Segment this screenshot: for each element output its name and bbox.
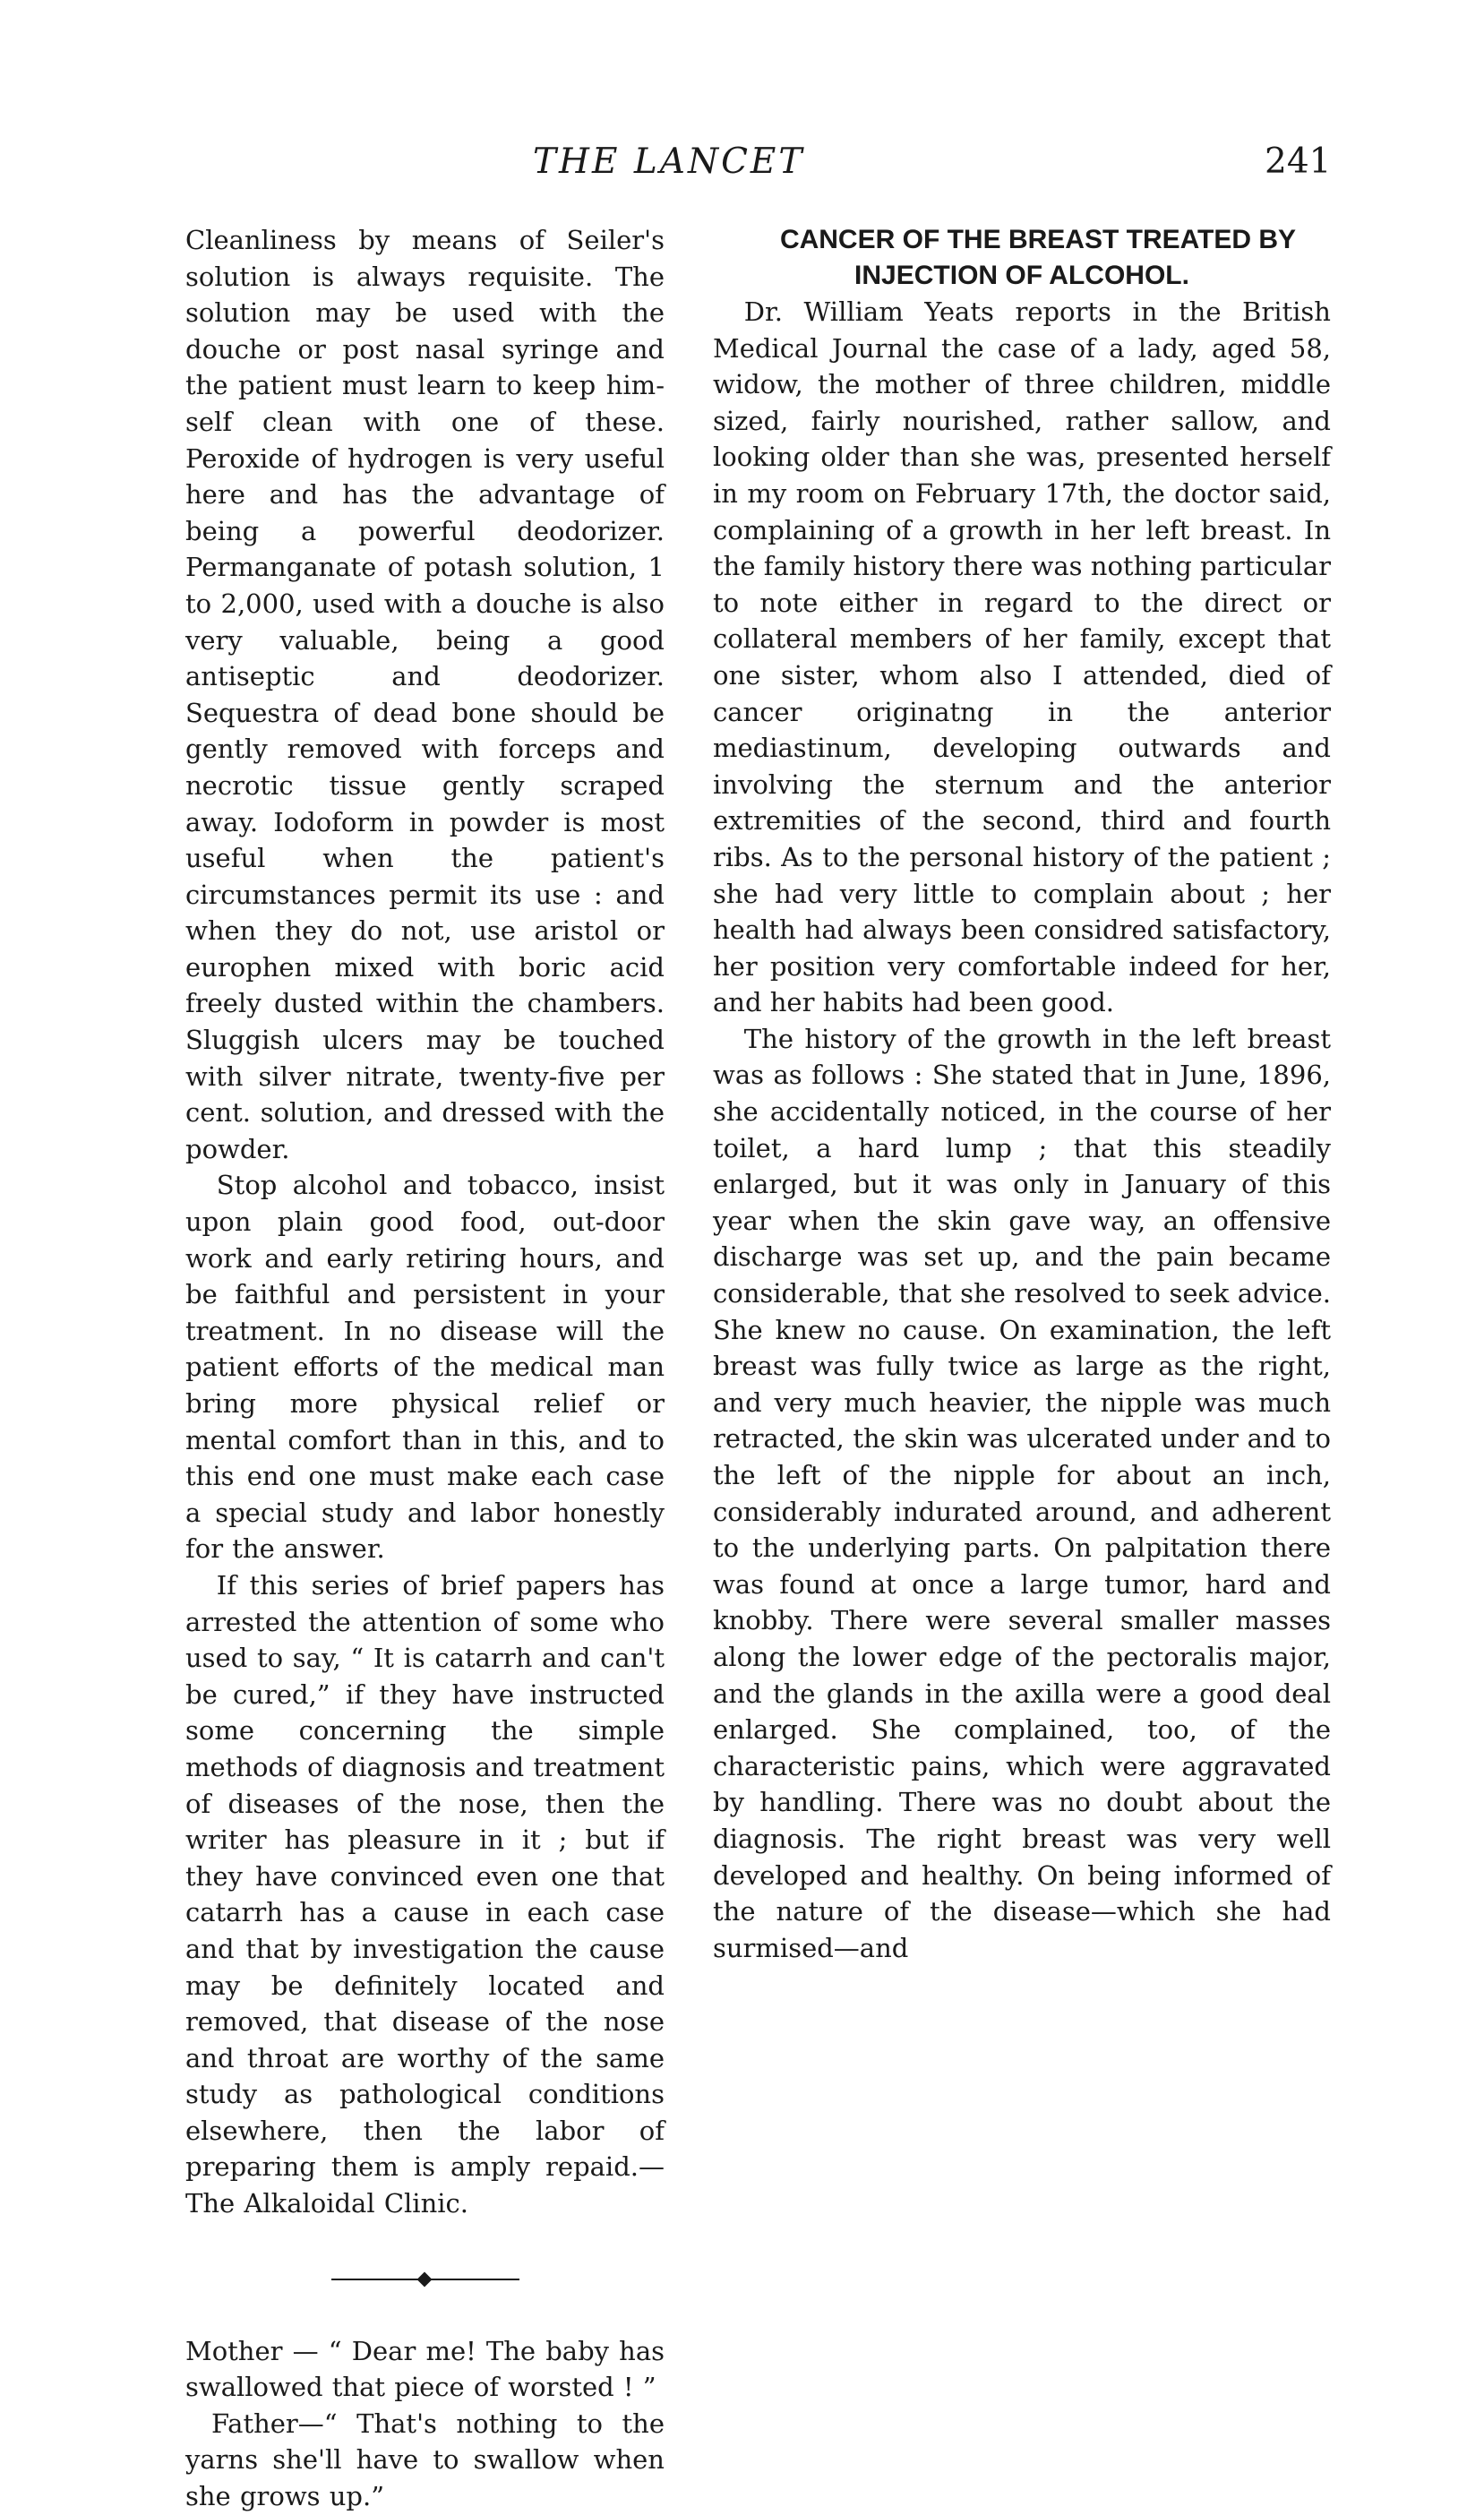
paragraph: Stop alcohol and tobacco, insist upon plain good food, out-door work and early retiring hours, and be faithful and persistent in your treatment. In no disease will the patient efforts of the medical man bring more physical relief or mental comfort than in this, and to this end one must make each case a special study and labor honestly for the answer. bbox=[185, 1170, 665, 1565]
right-column bbox=[713, 222, 1331, 1966]
anecdote-line: Mother — “ Dear me! The baby has swallowed that piece of worsted ! ” bbox=[185, 2335, 665, 2403]
section-divider bbox=[331, 2270, 519, 2288]
paragraph: If this series of brief papers has arrested the attention of some who used to say, “ It is catarrh and can't be cured,” if they have instructed some concerning the simple methods of diagnosis and treatment of diseases of the nose, then the writer has pleasure in it ; but if they have convinced even one that catarrh has a cause in each case and that by investigation the cause may be definitely located and removed, that disease of the nose and throat are worthy of the same study as pathological conditions elsewhere, then the labor of preparing them is amply repaid.—The Alkaloidal Clinic. bbox=[185, 1569, 665, 2219]
article-headline: CANCER OF THE BREAST TREATED BY INJECTION OF ALCOHOL. bbox=[779, 225, 1297, 290]
left-column bbox=[185, 222, 665, 2515]
paragraph: The history of the growth in the left breast was as follows : She stated that in June, 1896, she accidentally noticed, in the course of her toilet, a hard lump ; that this steadily enlarged, but it was only in January of this year when the skin gave way, an offensive discharge was set up, and the pain became considerable, that she resolved to seek advice. She knew no cause. On examination, the left breast was fully twice as large as the right, and very much heavier, the nipple was much retracted, the skin was ulcerated under and to the left of the nipple for about an inch, considerably indurated around, and adherent to the underlying parts. On palpitation there was found at once a large tumor, hard and knobby. There were several smaller masses along the lower edge of the pectoralis major, and the glands in the axilla were a good deal enlarged. She complained, too, of the characteristic pains, which were aggravated by handling. There was no doubt about the diagnosis. The right breast was very well developed and healthy. On being informed of the nature of the disease—which she had surmised—and bbox=[713, 1023, 1331, 1963]
anecdote-line: Father—“ That's nothing to the yarns she'll have to swallow when she grows up.” bbox=[185, 2408, 665, 2512]
filler-anecdote bbox=[185, 2333, 665, 2515]
page-header bbox=[0, 142, 1484, 195]
paragraph: Cleanliness by means of Seiler's solution is always requisite. The solution may be used with the douche or post nasal syringe and the patient must learn to keep himself clean with one of these. Peroxide of hydrogen is very useful here and has the advantage of being a powerful deodorizer. Permanganate of potash solution, 1 to 2,000, used with a douche is also very valuable, being a good antiseptic and deodorizer. Sequestra of dead bone should be gently removed with forceps and necrotic tissue gently scraped away. Iodoform in powder is most useful when the patient's circumstances permit its use : and when they do not, use aristol or europhen mixed with boric acid freely dusted within the chambers. Sluggish ulcers may be touched with silver nitrate, twenty-five per cent. solution, and dressed with the powder. bbox=[185, 225, 665, 1164]
running-title: THE LANCET bbox=[533, 142, 805, 182]
paragraph: Dr. William Yeats reports in the British Medical Journal the case of a lady, aged 58, widow, the mother of three children, middle sized, fairly nourished, rather sallow, and looking older than she was, presented herself in my room on February 17th, the doctor said, complaining of a growth in her left breast. In the family history there was nothing particular to note either in regard to the direct or collateral members of her family, except that one sister, whom also I attended, died of cancer originatng in the anterior mediastinum, developing outwards and involving the sternum and the anterior extremities of the second, third and fourth ribs. As to the personal history of the patient ; she had very little to complain about ; her health had always been considred satisfactory, her position very comfortable indeed for her, and her habits had been good. bbox=[713, 296, 1331, 1018]
page-number: 241 bbox=[1265, 142, 1332, 182]
